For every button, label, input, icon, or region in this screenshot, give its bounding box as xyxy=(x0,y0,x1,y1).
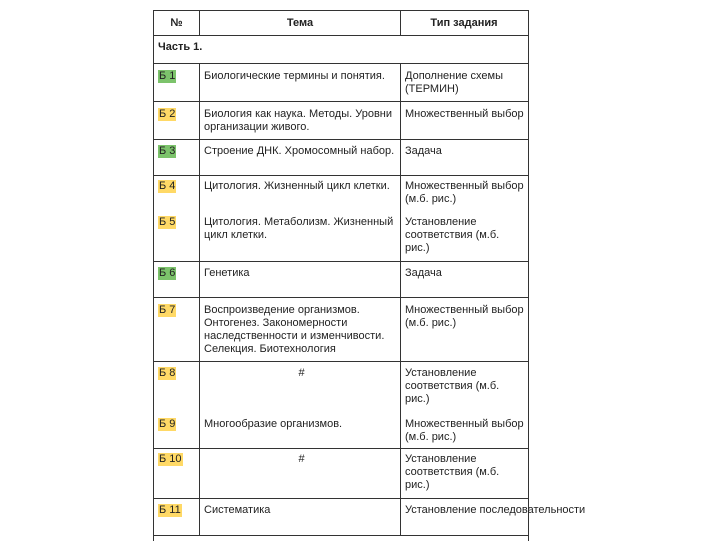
task-type: Дополнение схемы (ТЕРМИН) xyxy=(405,70,503,95)
task-topic: Цитология. Метаболизм. Жизненный цикл клетки. xyxy=(204,216,394,241)
task-type: Множественный выбор (м.б. рис.) xyxy=(405,304,524,329)
task-topic: Систематика xyxy=(204,504,271,516)
part-row xyxy=(154,36,528,64)
task-number: Б 8 xyxy=(159,367,176,379)
task-type: Установление соответствия (м.б. рис.) xyxy=(405,216,500,254)
task-topic: Биологические термины и понятия. xyxy=(204,70,385,82)
task-number: Б 5 xyxy=(159,216,176,228)
task-number: Б 3 xyxy=(159,145,176,157)
table-row xyxy=(154,64,528,102)
table-row xyxy=(154,499,586,536)
task-number: Б 10 xyxy=(159,453,182,465)
task-number: Б 7 xyxy=(159,304,176,316)
task-topic: Генетика xyxy=(204,267,250,279)
task-number: Б 6 xyxy=(159,267,176,279)
task-number: Б 4 xyxy=(159,180,176,192)
task-type: Установление последовательности xyxy=(405,504,586,516)
header-topic: Тема xyxy=(286,17,314,29)
table-row xyxy=(154,140,528,176)
table-row xyxy=(154,449,528,499)
task-type: Множественный выбор (м.б. рис.) xyxy=(405,418,524,443)
table-row xyxy=(154,298,528,362)
task-type: Множественный выбор (м.б. рис.) xyxy=(405,180,524,205)
task-number: Б 11 xyxy=(159,504,181,516)
tasks-table xyxy=(153,10,586,541)
task-type: Задача xyxy=(405,267,442,279)
header-type: Тип задания xyxy=(430,17,498,29)
table-row xyxy=(154,262,528,298)
task-type: Задача xyxy=(405,145,442,157)
task-type: Множественный выбор xyxy=(405,108,524,120)
task-number: Б 1 xyxy=(159,70,176,82)
table-row xyxy=(154,102,528,140)
task-topic: Строение ДНК. Хромосомный набор. xyxy=(204,145,395,157)
task-topic: # xyxy=(298,367,305,379)
task-number: Б 2 xyxy=(159,108,176,120)
task-type: Установление соответствия (м.б. рис.) xyxy=(405,453,500,491)
task-number: Б 9 xyxy=(159,418,176,430)
header-num: № xyxy=(170,17,183,29)
task-topic: Воспроизведение организмов. Онтогенез. Закономерности наследственности и изменчивости. Селекция. Биотехнология xyxy=(204,304,385,355)
part-title: Часть 1. xyxy=(158,41,203,53)
table-row xyxy=(154,176,528,262)
task-topic: Цитология. Жизненный цикл клетки. xyxy=(204,180,390,192)
task-type: Установление соответствия (м.б. рис.) xyxy=(405,367,500,405)
task-topic: Многообразие организмов. xyxy=(204,418,343,430)
task-topic: # xyxy=(298,453,305,465)
table-row xyxy=(154,362,528,449)
task-topic: Биология как наука. Методы. Уровни организации живого. xyxy=(204,108,393,133)
table-header xyxy=(154,11,528,36)
